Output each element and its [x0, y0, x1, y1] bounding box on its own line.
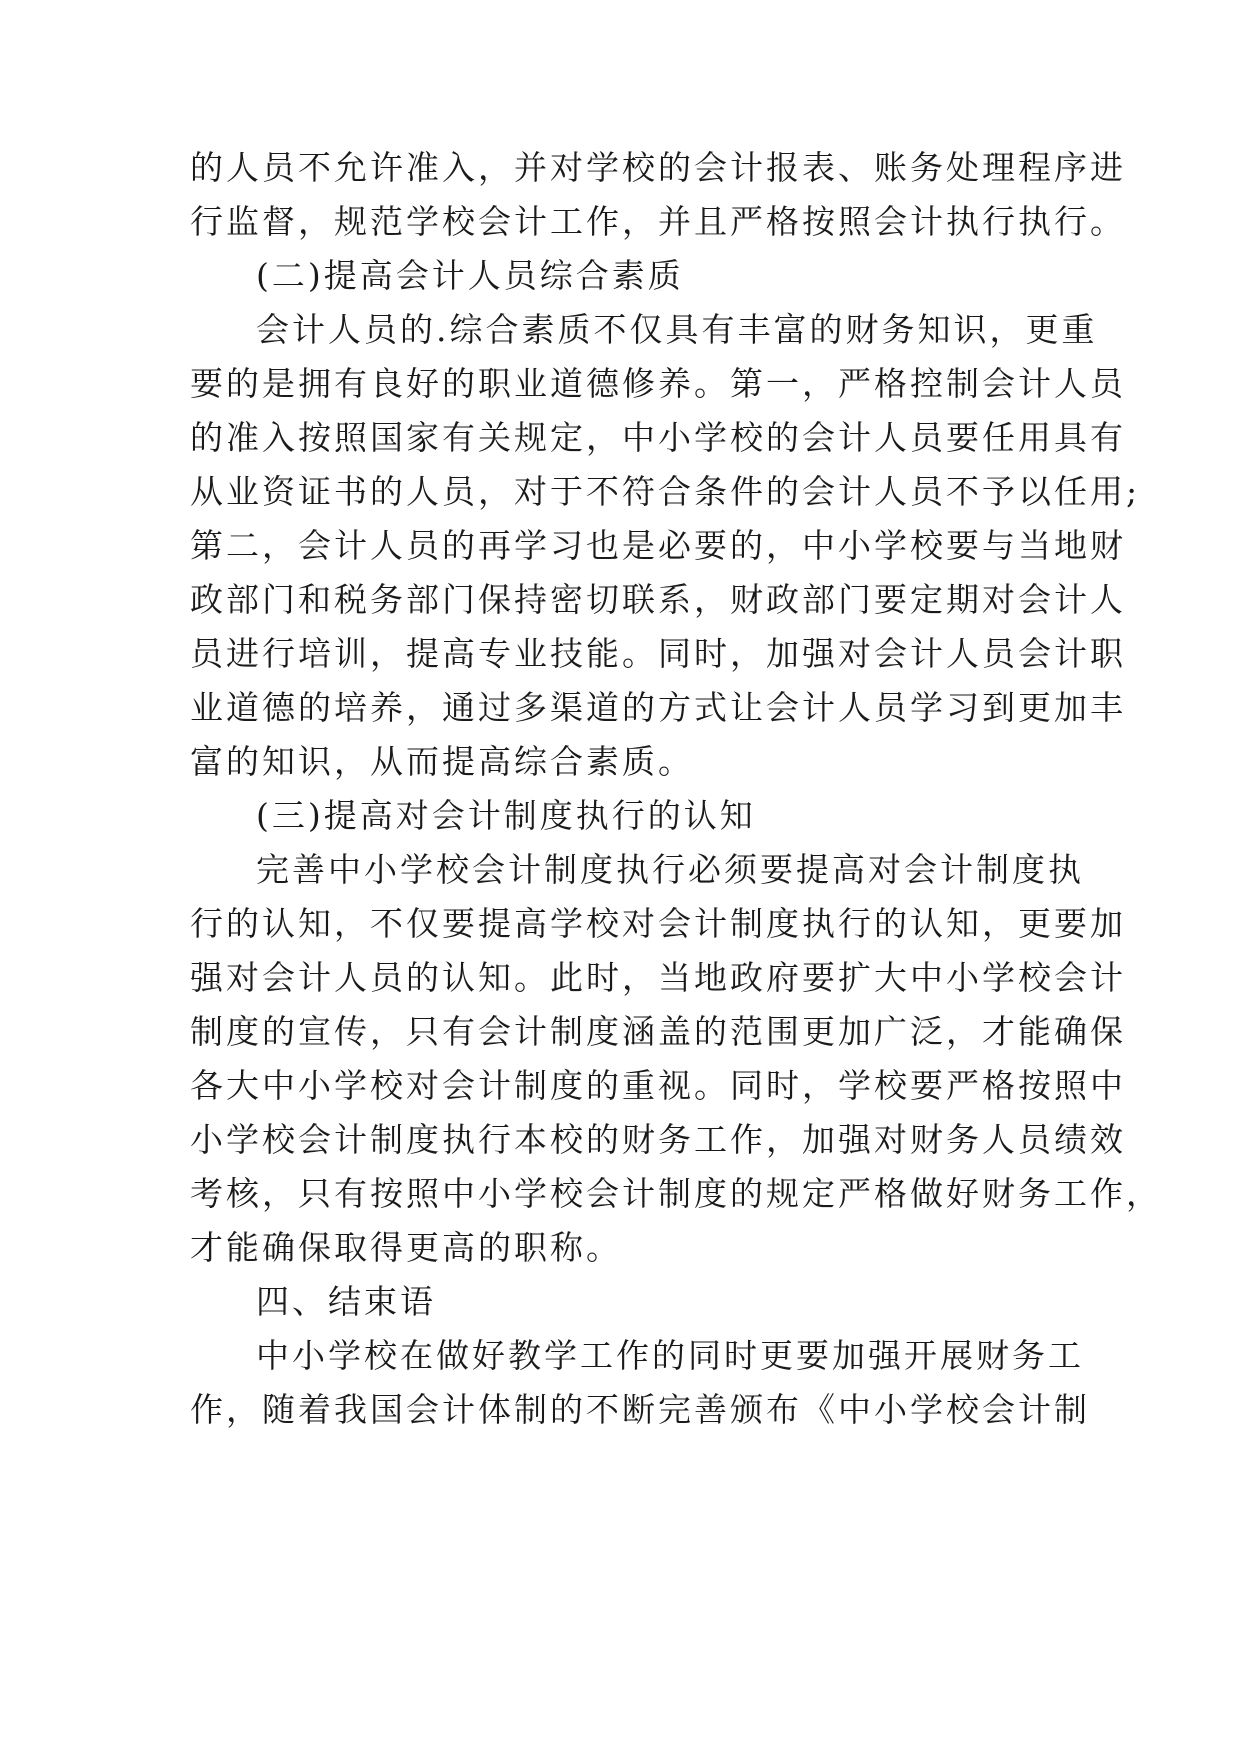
section-heading: 四、结束语 — [256, 1282, 436, 1321]
section-heading: (二)提高会计人员综合素质 — [256, 256, 684, 295]
text-line: 富的知识，从而提高综合素质。 — [190, 742, 694, 781]
text-line: 会计人员的.综合素质不仅具有丰富的财务知识，更重 — [256, 310, 1098, 349]
text-line: 的准入按照国家有关规定，中小学校的会计人员要任用具有 — [190, 418, 1126, 457]
text-line: 制度的宣传，只有会计制度涵盖的范围更加广泛，才能确保 — [190, 1012, 1126, 1051]
text-line: 作，随着我国会计体制的不断完善颁布《中小学校会计制 — [190, 1390, 1090, 1429]
text-line: 小学校会计制度执行本校的财务工作，加强对财务人员绩效 — [190, 1120, 1126, 1159]
text-line: 行的认知，不仅要提高学校对会计制度执行的认知，更要加 — [190, 904, 1126, 943]
text-line: 中小学校在做好教学工作的同时更要加强开展财务工 — [256, 1336, 1084, 1375]
text-line: 完善中小学校会计制度执行必须要提高对会计制度执 — [256, 850, 1084, 889]
text-line: 业道德的培养，通过多渠道的方式让会计人员学习到更加丰 — [190, 688, 1126, 727]
text-line: 才能确保取得更高的职称。 — [190, 1228, 622, 1267]
text-line: 考核，只有按照中小学校会计制度的规定严格做好财务工作， — [190, 1174, 1162, 1213]
text-line: 的人员不允许准入，并对学校的会计报表、账务处理程序进 — [190, 148, 1126, 187]
text-line: 从业资证书的人员，对于不符合条件的会计人员不予以任用; — [190, 472, 1141, 511]
text-line: 政部门和税务部门保持密切联系，财政部门要定期对会计人 — [190, 580, 1126, 619]
text-line: 行监督，规范学校会计工作，并且严格按照会计执行执行。 — [190, 202, 1126, 241]
text-line: 第二，会计人员的再学习也是必要的，中小学校要与当地财 — [190, 526, 1126, 565]
text-line: 各大中小学校对会计制度的重视。同时，学校要严格按照中 — [190, 1066, 1126, 1105]
text-line: 强对会计人员的认知。此时，当地政府要扩大中小学校会计 — [190, 958, 1126, 997]
text-line: 要的是拥有良好的职业道德修养。第一，严格控制会计人员 — [190, 364, 1126, 403]
section-heading: (三)提高对会计制度执行的认知 — [256, 796, 756, 835]
text-line: 员进行培训，提高专业技能。同时，加强对会计人员会计职 — [190, 634, 1126, 673]
